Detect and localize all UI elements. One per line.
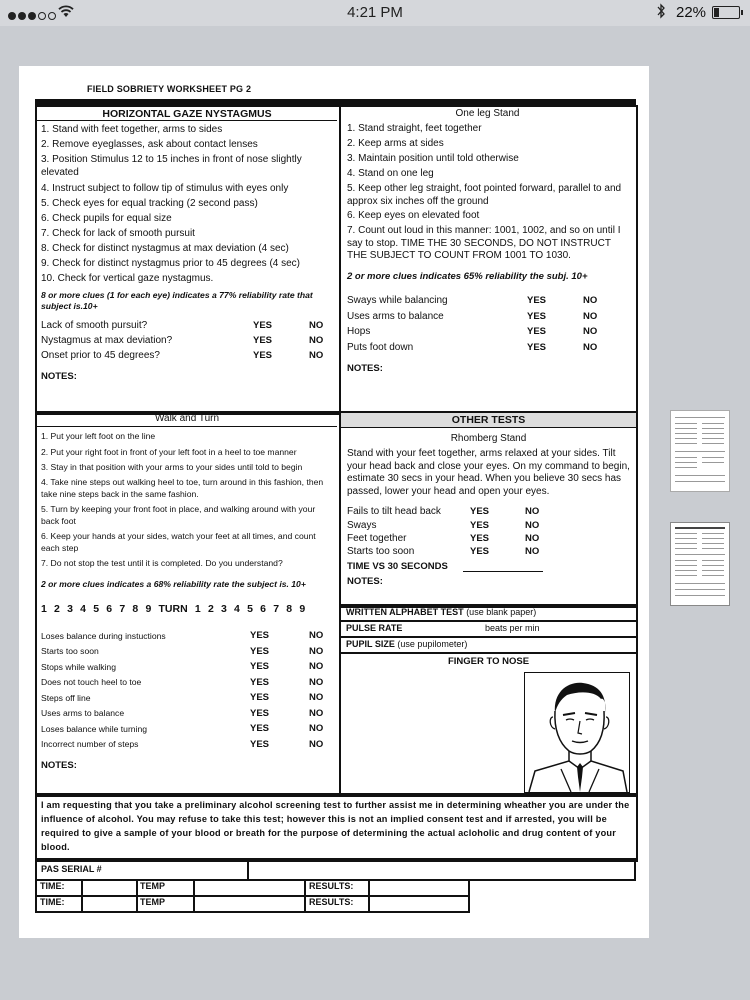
one-leg-step: 1. Stand straight, feet together: [347, 123, 482, 134]
no-option[interactable]: NO: [583, 342, 598, 353]
results-label: RESULTS:: [309, 881, 354, 891]
walk-turn-step: 7. Do not stop the test until it is completed. Do you understand?: [41, 558, 283, 568]
no-option[interactable]: NO: [583, 311, 598, 322]
bluetooth-icon: [656, 3, 666, 23]
walk-turn-step: 6. Keep your hands at your sides, watch your feet at all times, and count each step: [41, 531, 316, 553]
walk-turn-check-label: Starts too soon: [41, 646, 99, 656]
rhomberg-instructions: Stand with your feet together, arms relaxed at your sides. Tilt your head back and close your eyes. On my command to begin, estimate 30 secs in your head. When you believe 30 secs has passed, lower your head and open your eyes.: [347, 448, 630, 497]
hgn-check-label: Onset prior to 45 degrees?: [41, 350, 160, 361]
one-leg-check-label: Hops: [347, 326, 371, 337]
hgn-step: 6. Check pupils for equal size: [41, 213, 172, 224]
hgn-step: 3. Position Stimulus 12 to 15 inches in front of nose slightly elevated: [41, 154, 302, 178]
status-bar: [0, 0, 750, 26]
time-vs-30-label: TIME VS 30 SECONDS: [347, 561, 448, 572]
results-label: RESULTS:: [309, 897, 354, 907]
no-option[interactable]: NO: [309, 692, 324, 703]
temp-label: TEMP: [140, 881, 166, 891]
no-option[interactable]: NO: [525, 506, 540, 517]
hgn-step: 9. Check for distinct nystagmus prior to 45 degrees (4 sec): [41, 258, 301, 269]
walk-turn-check-label: Steps off line: [41, 693, 91, 703]
no-option[interactable]: NO: [309, 630, 324, 641]
walk-turn-check-label: Loses balance during instuctions: [41, 631, 166, 641]
one-leg-step: 2. Keep arms at sides: [347, 138, 444, 149]
yes-option[interactable]: YES: [250, 661, 270, 672]
walk-turn-title-rule: [37, 426, 337, 427]
rhomberg-check-label: Fails to tilt head back: [347, 506, 441, 517]
one-leg-check-label: Sways while balancing: [347, 295, 448, 306]
pas-serial-label: PAS SERIAL #: [41, 864, 102, 874]
hgn-clue-note: 8 or more clues (1 for each eye) indicates a 77% reliability rate that subject is.10+: [41, 290, 313, 311]
no-option[interactable]: NO: [309, 320, 324, 331]
one-leg-step: 4. Stand on one leg: [347, 168, 434, 179]
pupil-size-note: (use pupilometer): [397, 639, 468, 649]
yes-option[interactable]: YES: [250, 677, 270, 688]
one-leg-notes-label: NOTES:: [347, 363, 383, 374]
no-option[interactable]: NO: [309, 335, 324, 346]
yes-option[interactable]: YES: [470, 533, 490, 544]
written-alphabet-title: WRITTEN ALPHABET TEST: [346, 607, 464, 617]
written-alphabet-note: (use blank paper): [466, 607, 537, 617]
yes-option[interactable]: YES: [250, 646, 270, 657]
pulse-rate-label: PULSE RATE: [346, 623, 403, 633]
no-option[interactable]: NO: [309, 350, 324, 361]
time-label: TIME:: [40, 881, 65, 891]
time-vs-30-input-line[interactable]: [463, 571, 543, 572]
walk-turn-step: 2. Put your right foot in front of your left foot in a heel to toe manner: [41, 447, 297, 457]
time-input[interactable]: [81, 895, 138, 913]
no-option[interactable]: NO: [309, 677, 324, 688]
no-option[interactable]: NO: [309, 646, 324, 657]
walk-turn-step-counter: 1 2 3 4 5 6 7 8 9 TURN 1 2 3 4 5 6 7 8 9: [41, 603, 306, 615]
one-leg-check-label: Puts foot down: [347, 342, 414, 353]
time-label: TIME:: [40, 897, 65, 907]
walk-turn-check-label: Stops while walking: [41, 662, 116, 672]
one-leg-clue-note: 2 or more clues indicates 65% reliability the subj. 10+: [347, 271, 588, 282]
page-thumbnail-2[interactable]: [670, 522, 730, 606]
one-leg-check-label: Uses arms to balance: [347, 311, 444, 322]
yes-option[interactable]: YES: [470, 520, 490, 531]
rhomberg-check-label: Starts too soon: [347, 546, 415, 557]
hgn-notes-label: NOTES:: [41, 371, 77, 382]
hgn-step: 1. Stand with feet together, arms to sides: [41, 124, 223, 135]
walk-turn-check-label: Does not touch heel to toe: [41, 677, 142, 687]
yes-option[interactable]: YES: [253, 335, 273, 346]
yes-option[interactable]: YES: [527, 295, 547, 306]
walk-turn-step: 4. Take nine steps out walking heel to toe, turn around in this fashion, then take nine steps back in the same fashion.: [41, 477, 324, 499]
battery-icon: [712, 6, 740, 19]
yes-option[interactable]: YES: [527, 342, 547, 353]
doc-title: FIELD SOBRIETY WORKSHEET PG 2: [87, 84, 252, 94]
no-option[interactable]: NO: [309, 708, 324, 719]
walk-turn-notes-label: NOTES:: [41, 760, 77, 771]
hgn-check-label: Nystagmus at max deviation?: [41, 335, 173, 346]
yes-option[interactable]: YES: [470, 546, 490, 557]
one-leg-step: 3. Maintain position until told otherwise: [347, 153, 519, 164]
no-option[interactable]: NO: [583, 326, 598, 337]
page-thumbnail-1[interactable]: [670, 410, 730, 492]
rhomberg-check-label: Feet together: [347, 533, 407, 544]
written-alphabet-label: [346, 607, 536, 617]
yes-option[interactable]: YES: [527, 326, 547, 337]
yes-option[interactable]: YES: [253, 350, 273, 361]
battery-percent: 22%: [676, 4, 707, 21]
no-option[interactable]: NO: [583, 295, 598, 306]
yes-option[interactable]: YES: [253, 320, 273, 331]
yes-option[interactable]: YES: [250, 739, 270, 750]
hgn-step: 7. Check for lack of smooth pursuit: [41, 228, 195, 239]
no-option[interactable]: NO: [525, 520, 540, 531]
pulse-rate-unit: beats per min: [485, 623, 540, 633]
yes-option[interactable]: YES: [250, 723, 270, 734]
yes-option[interactable]: YES: [250, 708, 270, 719]
walk-turn-check-label: Loses balance while turning: [41, 724, 148, 734]
hgn-step: 5. Check eyes for equal tracking (2 second pass): [41, 198, 258, 209]
no-option[interactable]: NO: [525, 533, 540, 544]
yes-option[interactable]: YES: [470, 506, 490, 517]
one-leg-step: 5. Keep other leg straight, foot pointed forward, parallel to and approx six inches off the ground: [347, 183, 622, 207]
no-option[interactable]: NO: [309, 739, 324, 750]
rhomberg-notes-label: NOTES:: [347, 576, 383, 587]
hgn-step: 8. Check for distinct nystagmus at max deviation (4 sec): [41, 243, 289, 254]
hgn-check-label: Lack of smooth pursuit?: [41, 320, 148, 331]
pupil-size-title: PUPIL SIZE: [346, 639, 395, 649]
no-option[interactable]: NO: [525, 546, 540, 557]
walk-turn-check-label: Uses arms to balance: [41, 708, 125, 718]
pas-serial-input[interactable]: [247, 858, 636, 881]
hgn-step: 4. Instruct subject to follow tip of stimulus with eyes only: [41, 183, 289, 194]
temp-input[interactable]: [193, 895, 306, 913]
temp-label: TEMP: [140, 897, 166, 907]
one-leg-step: 6. Keep eyes on elevated foot: [347, 210, 480, 221]
walk-turn-step: 1. Put your left foot on the line: [41, 431, 156, 441]
walk-turn-title: Walk and Turn: [154, 413, 220, 424]
document-page: [19, 66, 649, 938]
other-tests-title: OTHER TESTS: [451, 414, 526, 426]
finger-to-nose-title: FINGER TO NOSE: [447, 656, 530, 667]
face-diagram: [524, 672, 630, 793]
yes-option[interactable]: YES: [527, 311, 547, 322]
rhomberg-title: Rhomberg Stand: [450, 433, 527, 444]
walk-turn-check-label: Incorrect number of steps: [41, 739, 139, 749]
no-option[interactable]: NO: [309, 661, 324, 672]
pas-statement-text: I am requesting that you take a preliminary alcohol screening test to further assist me in determining wheather you are under the influence of alcohol. You may refuse to take this test; however this is not an implied consent test and if arrested, you will be required to give a sample of your blood or breath for the purpose of determining the actual acloholic and drug content of your blood.: [41, 800, 630, 852]
walk-turn-step: 5. Turn by keeping your front foot in place, and walking around with your back foot: [41, 504, 316, 526]
pupil-size-label: [346, 639, 467, 649]
hgn-step: 2. Remove eyeglasses, ask about contact lenses: [41, 139, 258, 150]
status-time: 4:21 PM: [347, 4, 403, 21]
hgn-title-rule: [37, 120, 337, 121]
walk-turn-step: 3. Stay in that position with your arms to your sides until told to begin: [41, 462, 303, 472]
results-input[interactable]: [368, 895, 470, 913]
yes-option[interactable]: YES: [250, 630, 270, 641]
rhomberg-check-label: Sways: [347, 520, 377, 531]
hgn-title: HORIZONTAL GAZE NYSTAGMUS: [102, 108, 272, 120]
one-leg-title: One leg Stand: [455, 108, 520, 119]
yes-option[interactable]: YES: [250, 692, 270, 703]
no-option[interactable]: NO: [309, 723, 324, 734]
walk-turn-clue-note: 2 or more clues indicates a 68% reliability rate the subject is. 10+: [41, 579, 306, 589]
one-leg-step: 7. Count out loud in this manner: 1001, 1002, and so on until I say to stop. TIME THE 30 SECONDS, DO NOT INSTRUCT THE SUBJECT TO COUNT FROM 1001 TO 1030.: [347, 225, 621, 261]
hgn-step: 10. Check for vertical gaze nystagmus.: [41, 273, 214, 284]
